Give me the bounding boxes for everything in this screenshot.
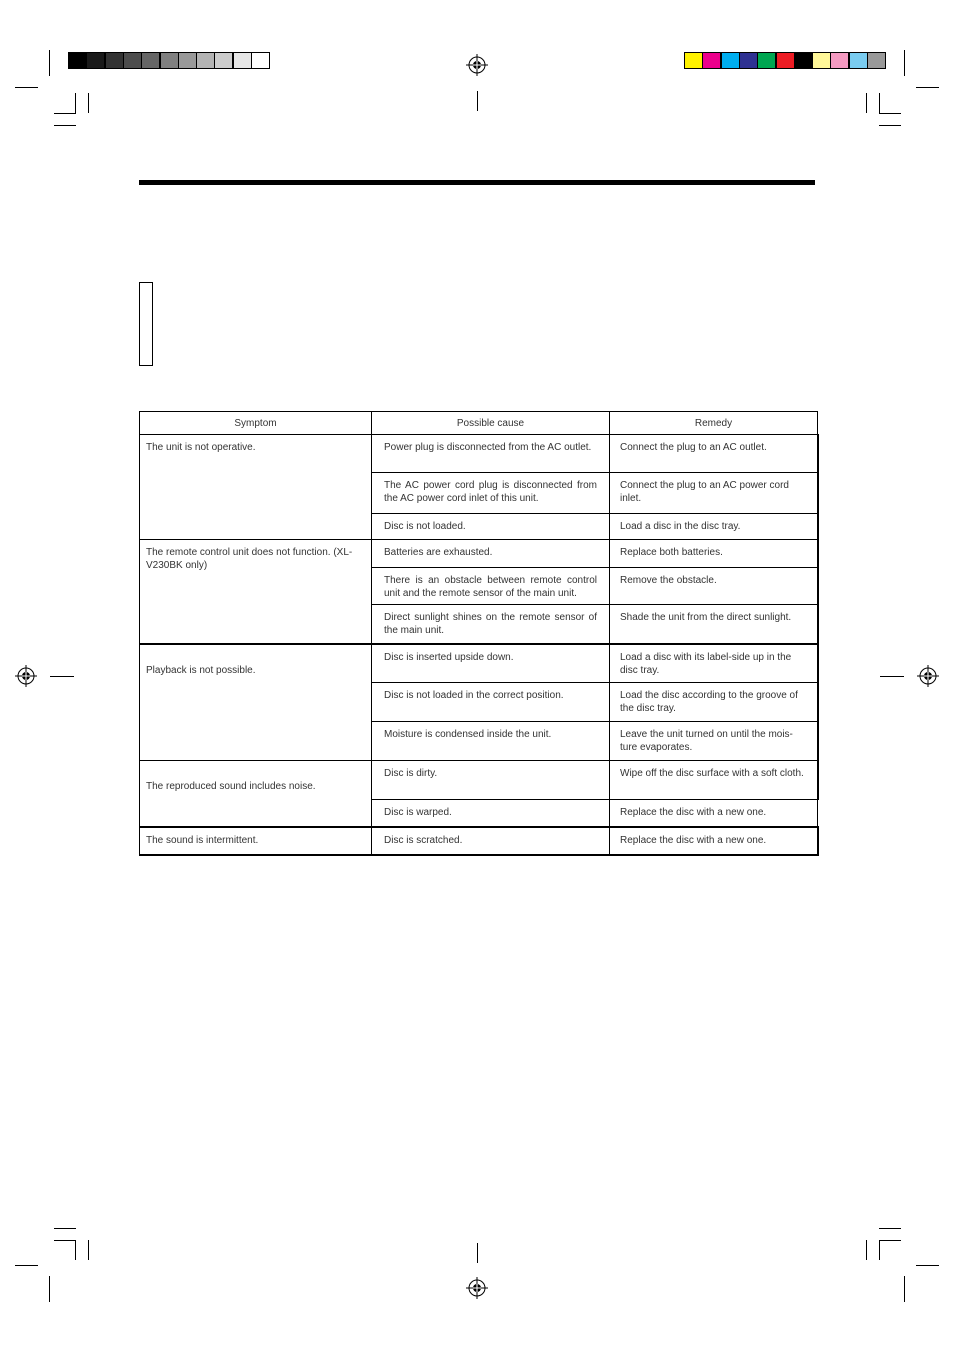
color-swatch [867, 52, 886, 69]
remedy-cell: Connect the plug to an AC outlet. [610, 435, 818, 473]
troubleshooting-table [139, 411, 819, 856]
remedy-cell: Replace both batteries. [610, 540, 818, 568]
color-swatch [849, 52, 868, 69]
color-swatch [794, 52, 813, 69]
gray-swatch [68, 52, 87, 69]
gray-swatch [86, 52, 105, 69]
cause-cell: Disc is scratched. [372, 827, 610, 855]
gray-swatch [178, 52, 197, 69]
symptom-cell: The sound is intermittent. [140, 827, 372, 855]
color-swatch [757, 52, 776, 69]
remedy-cell: Load a disc with its label-side up in the disc tray. [610, 644, 818, 683]
gray-swatch [196, 52, 215, 69]
registration-target-icon [15, 665, 37, 687]
table-row [140, 761, 818, 800]
cause-cell: There is an obstacle between remote control unit and the remote sensor of the main unit. [372, 568, 610, 605]
cause-cell: Disc is dirty. [372, 761, 610, 800]
remedy-header: Remedy [610, 412, 818, 435]
color-swatch [739, 52, 758, 69]
gray-swatch [123, 52, 142, 69]
symptom-cell: The remote control unit does not function. (XL-V230BK only) [140, 540, 372, 644]
cause-cell: Direct sunlight shines on the remote sensor of the main unit. [372, 605, 610, 644]
color-swatch [812, 52, 831, 69]
remedy-cell: Replace the disc with a new one. [610, 827, 818, 855]
registration-target-icon [917, 665, 939, 687]
gray-swatch [251, 52, 270, 69]
registration-target-icon [466, 1277, 488, 1299]
color-swatch [830, 52, 849, 69]
remedy-cell: Replace the disc with a new one. [610, 800, 818, 827]
registration-target-icon [466, 54, 488, 76]
cause-cell: Disc is not loaded in the correct position. [372, 683, 610, 722]
remedy-cell: Leave the unit turned on until the mois- ture evaporates. [610, 722, 818, 761]
remedy-cell: Shade the unit from the direct sunlight. [610, 605, 818, 644]
gray-swatch [160, 52, 179, 69]
table-row [140, 827, 818, 855]
header-rule [139, 180, 815, 185]
cause-cell: Moisture is condensed inside the unit. [372, 722, 610, 761]
cause-cell: Batteries are exhausted. [372, 540, 610, 568]
remedy-cell: Remove the obstacle. [610, 568, 818, 605]
symptom-cell: Playback is not possible. [140, 644, 372, 761]
symptom-cell: The unit is not operative. [140, 435, 372, 540]
color-swatch [684, 52, 703, 69]
remedy-cell: Connect the plug to an AC power cord inlet. [610, 473, 818, 514]
table-header-row [140, 412, 818, 435]
cause-cell: Disc is not loaded. [372, 514, 610, 540]
gray-swatch [233, 52, 252, 69]
cause-cell: The AC power cord plug is disconnected from the AC power cord inlet of this unit. [372, 473, 610, 514]
section-tab-box [139, 282, 153, 366]
gray-swatch [214, 52, 233, 69]
gray-swatch [141, 52, 160, 69]
table-row [140, 540, 818, 568]
cause-cell: Disc is warped. [372, 800, 610, 827]
cause-cell: Power plug is disconnected from the AC outlet. [372, 435, 610, 473]
cause-header: Possible cause [372, 412, 610, 435]
gray-swatch [105, 52, 124, 69]
color-swatch [702, 52, 721, 69]
table-row [140, 435, 818, 473]
color-swatch [776, 52, 795, 69]
table-row [140, 644, 818, 683]
remedy-cell: Load the disc according to the groove of the disc tray. [610, 683, 818, 722]
symptom-cell: The reproduced sound includes noise. [140, 761, 372, 827]
cause-cell: Disc is inserted upside down. [372, 644, 610, 683]
remedy-cell: Wipe off the disc surface with a soft cloth. [610, 761, 818, 800]
color-swatch [721, 52, 740, 69]
symptom-header: Symptom [140, 412, 372, 435]
remedy-cell: Load a disc in the disc tray. [610, 514, 818, 540]
